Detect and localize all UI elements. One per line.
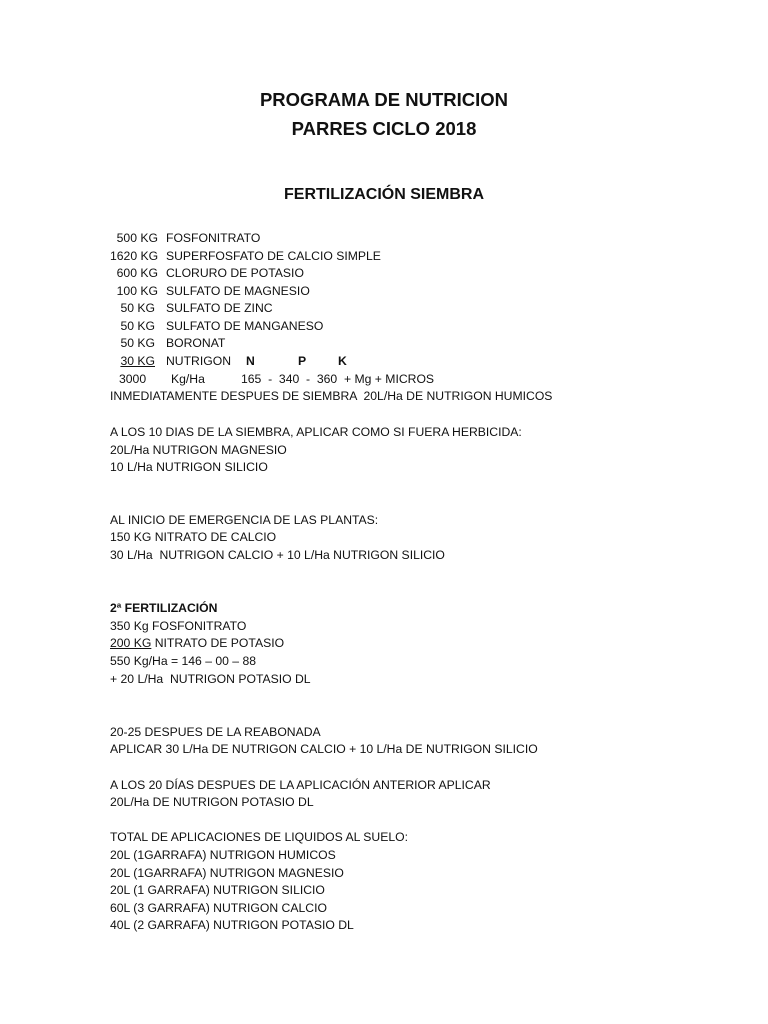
item-product: SULFATO DE MAGNESIO: [166, 284, 310, 298]
totals-heading: TOTAL DE APLICACIONES DE LIQUIDOS AL SUELO:: [110, 830, 409, 844]
block10-line1: A LOS 10 DIAS DE LA SIEMBRA, APLICAR COMO SI FUERA HERBICIDA:: [110, 425, 522, 439]
totals-item: 20L (1GARRAFA) NUTRIGON MAGNESIO: [110, 866, 344, 880]
section-heading-fertilizacion-siembra: FERTILIZACIÓN SIEMBRA: [284, 186, 484, 203]
twenty-days-line2: 20L/Ha DE NUTRIGON POTASIO DL: [110, 795, 314, 809]
totals-item: 20L (1GARRAFA) NUTRIGON HUMICOS: [110, 848, 336, 862]
npk-n-label: N: [246, 354, 255, 368]
item-product: FOSFONITRATO: [166, 231, 261, 245]
npk-k-label: K: [338, 354, 347, 368]
second-line3: 550 Kg/Ha = 146 – 00 – 88: [110, 654, 257, 668]
item-qty: 500 KG: [116, 231, 158, 245]
total-qty: 3000: [119, 372, 147, 386]
item-qty-underlined: 30 KG: [120, 354, 155, 368]
totals-item: 20L (1 GARRAFA) NUTRIGON SILICIO: [110, 883, 325, 897]
emergence-line1: AL INICIO DE EMERGENCIA DE LAS PLANTAS:: [110, 513, 379, 527]
npk-p-label: P: [298, 354, 307, 368]
total-npk-values: 165 - 340 - 360 + Mg + MICROS: [241, 372, 435, 386]
block10-line3: 10 L/Ha NUTRIGON SILICIO: [110, 460, 268, 474]
totals-item: 40L (2 GARRAFA) NUTRIGON POTASIO DL: [110, 918, 354, 932]
document-title-line1: PROGRAMA DE NUTRICION: [259, 89, 509, 110]
second-line2-rest: NITRATO DE POTASIO: [151, 636, 285, 650]
item-product: SULFATO DE MANGANESO: [166, 319, 324, 333]
post-siembra-note: INMEDIATAMENTE DESPUES DE SIEMBRA 20L/Ha DE NUTRIGON HUMICOS: [110, 389, 553, 403]
second-fertilization-heading: 2ª FERTILIZACIÓN: [110, 601, 218, 615]
second-line2-qty: 200 KG: [110, 636, 152, 650]
reabonada-line1: 20-25 DESPUES DE LA REABONADA: [110, 725, 321, 739]
second-line1: 350 Kg FOSFONITRATO: [110, 619, 247, 633]
twenty-days-line1: A LOS 20 DÍAS DESPUES DE LA APLICACIÓN ANTERIOR APLICAR: [110, 778, 491, 792]
item-product: NUTRIGON: [166, 354, 231, 368]
document-title-line2: PARRES CICLO 2018: [291, 118, 477, 139]
item-product: SUPERFOSFATO DE CALCIO SIMPLE: [166, 249, 381, 263]
second-line2: [110, 636, 284, 650]
item-qty: 1620 KG: [110, 249, 159, 263]
item-qty: 50 KG: [120, 319, 155, 333]
total-unit: Kg/Ha: [171, 372, 205, 386]
item-product: BORONAT: [166, 336, 226, 350]
emergence-line3: 30 L/Ha NUTRIGON CALCIO + 10 L/Ha NUTRIGON SILICIO: [110, 548, 445, 562]
block10-line2: 20L/Ha NUTRIGON MAGNESIO: [110, 443, 287, 457]
item-qty: 50 KG: [120, 301, 155, 315]
item-qty: 600 KG: [116, 266, 158, 280]
reabonada-line2: APLICAR 30 L/Ha DE NUTRIGON CALCIO + 10 L/Ha DE NUTRIGON SILICIO: [110, 742, 538, 756]
emergence-line2: 150 KG NITRATO DE CALCIO: [110, 530, 277, 544]
item-product: SULFATO DE ZINC: [166, 301, 273, 315]
totals-item: 60L (3 GARRAFA) NUTRIGON CALCIO: [110, 901, 327, 915]
item-product: CLORURO DE POTASIO: [166, 266, 304, 280]
second-line4: + 20 L/Ha NUTRIGON POTASIO DL: [110, 672, 311, 686]
item-qty: 100 KG: [116, 284, 158, 298]
item-qty: 50 KG: [120, 336, 155, 350]
